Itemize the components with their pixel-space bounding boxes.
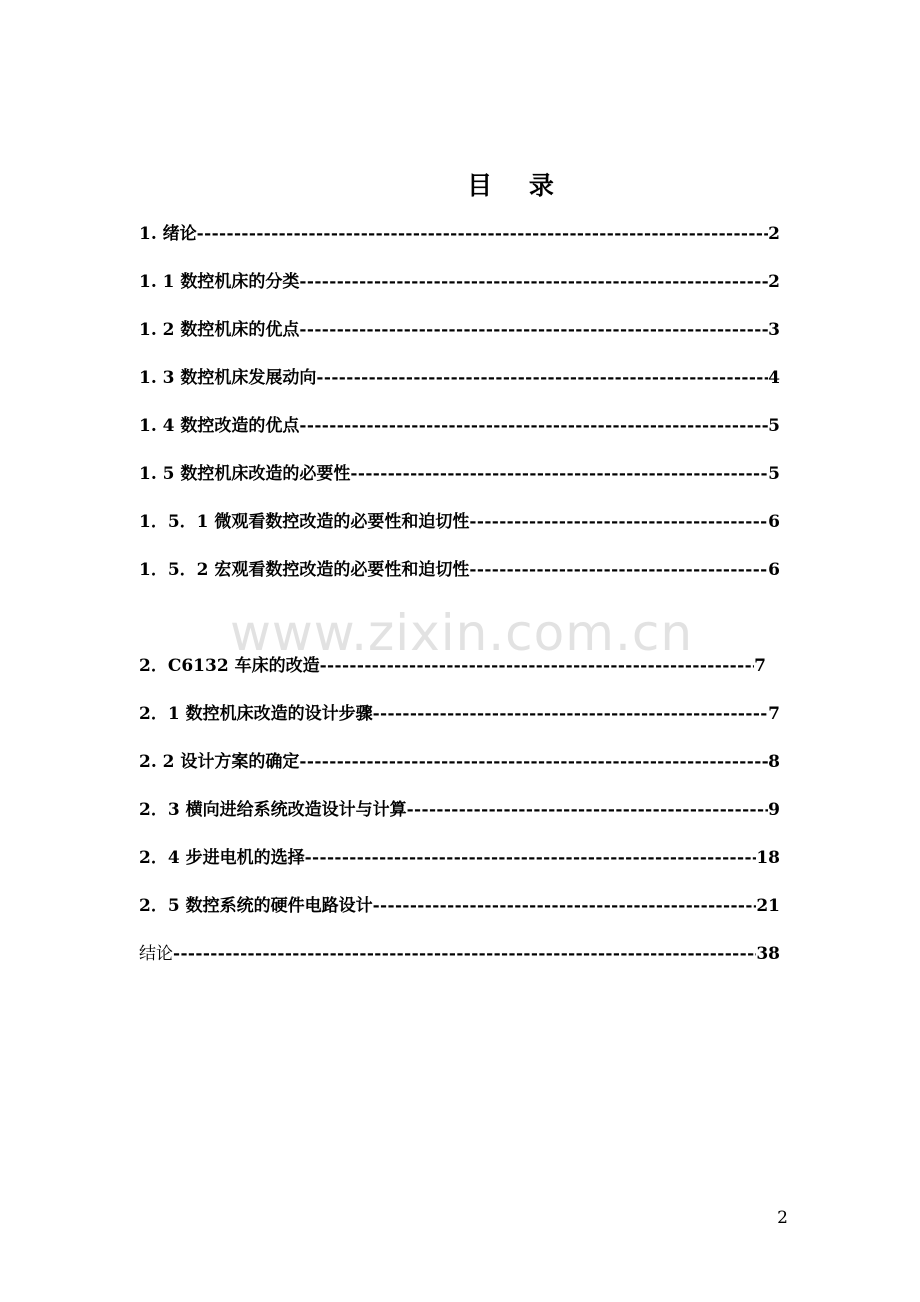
toc-leader-dots: [350, 462, 768, 486]
toc-entry[interactable]: [139, 750, 780, 774]
toc-leader-dots: [197, 222, 768, 246]
toc-entry[interactable]: [139, 798, 780, 822]
toc-entry-page: 7: [754, 656, 766, 676]
page-number: 2: [777, 1208, 788, 1228]
toc-entry[interactable]: [139, 942, 780, 966]
toc-leader-dots: [299, 270, 768, 294]
toc-entry[interactable]: [139, 558, 780, 582]
toc-entry-page: 21: [756, 896, 780, 916]
toc-entry-page: 7: [768, 704, 780, 724]
toc-entry-page: 4: [768, 368, 780, 388]
toc-entry-title: 1. 3 数控机床发展动向: [139, 368, 317, 388]
toc-leader-dots: [299, 318, 768, 342]
toc-entry-title: 2．1 数控机床改造的设计步骤: [139, 704, 373, 724]
toc-entry[interactable]: [139, 654, 766, 678]
toc-leader-dots: [373, 894, 757, 918]
toc-entry-page: 2: [768, 272, 780, 292]
toc-leader-dots: [469, 558, 768, 582]
toc-leader-dots: [316, 366, 768, 390]
toc-entry-title: 2．C6132 车床的改造: [139, 656, 320, 676]
toc-leader-dots: [299, 750, 768, 774]
toc-entry[interactable]: [139, 462, 780, 486]
toc-entry-title: 2．4 步进电机的选择: [139, 848, 305, 868]
toc-leader-dots: [373, 702, 769, 726]
toc-entry-page: 38: [756, 944, 780, 964]
toc-entry[interactable]: [139, 222, 780, 246]
toc-entry-page: 18: [756, 848, 780, 868]
toc-entry-page: 2: [768, 224, 780, 244]
toc-entry[interactable]: [139, 318, 780, 342]
toc-leader-dots: [469, 510, 768, 534]
toc-entry[interactable]: [139, 366, 780, 390]
toc-entry-page: 5: [768, 416, 780, 436]
toc-entry-title: 1．5．2 宏观看数控改造的必要性和迫切性: [139, 560, 470, 580]
toc-entry[interactable]: [139, 414, 780, 438]
toc-leader-dots: [320, 654, 755, 678]
toc-entry-title: 2．5 数控系统的硬件电路设计: [139, 896, 373, 916]
toc-entry[interactable]: [139, 510, 780, 534]
toc-leader-dots: [173, 942, 756, 966]
toc-entry-page: 6: [768, 560, 780, 580]
toc-entry-title: 1. 5 数控机床改造的必要性: [139, 464, 351, 484]
toc-leader-dots: [299, 414, 768, 438]
toc-leader-dots: [407, 798, 769, 822]
toc-entry-title: 1. 2 数控机床的优点: [139, 320, 300, 340]
toc-entry[interactable]: [139, 846, 780, 870]
toc-entry-title: 2. 2 设计方案的确定: [139, 752, 300, 772]
toc-entry-title: 1. 4 数控改造的优点: [139, 416, 300, 436]
toc-leader-dots: [305, 846, 757, 870]
toc-entry-title: 1．5．1 微观看数控改造的必要性和迫切性: [139, 512, 470, 532]
toc-entry-page: 5: [768, 464, 780, 484]
toc-title: 目 录: [467, 171, 568, 200]
toc-entry-page: 8: [768, 752, 780, 772]
toc-entry[interactable]: [139, 270, 780, 294]
toc-entry-title: 1. 绪论: [139, 224, 197, 244]
toc-entry[interactable]: [139, 702, 780, 726]
watermark: www.zixin.com.cn: [230, 604, 694, 662]
toc-entry-title: 2．3 横向进给系统改造设计与计算: [139, 800, 407, 820]
toc-entry-title: 结论: [139, 944, 173, 964]
toc-entry[interactable]: [139, 894, 780, 918]
toc-entry-page: 9: [768, 800, 780, 820]
toc-entry-page: 6: [768, 512, 780, 532]
toc-entry-title: 1. 1 数控机床的分类: [139, 272, 300, 292]
toc-entry-page: 3: [768, 320, 780, 340]
